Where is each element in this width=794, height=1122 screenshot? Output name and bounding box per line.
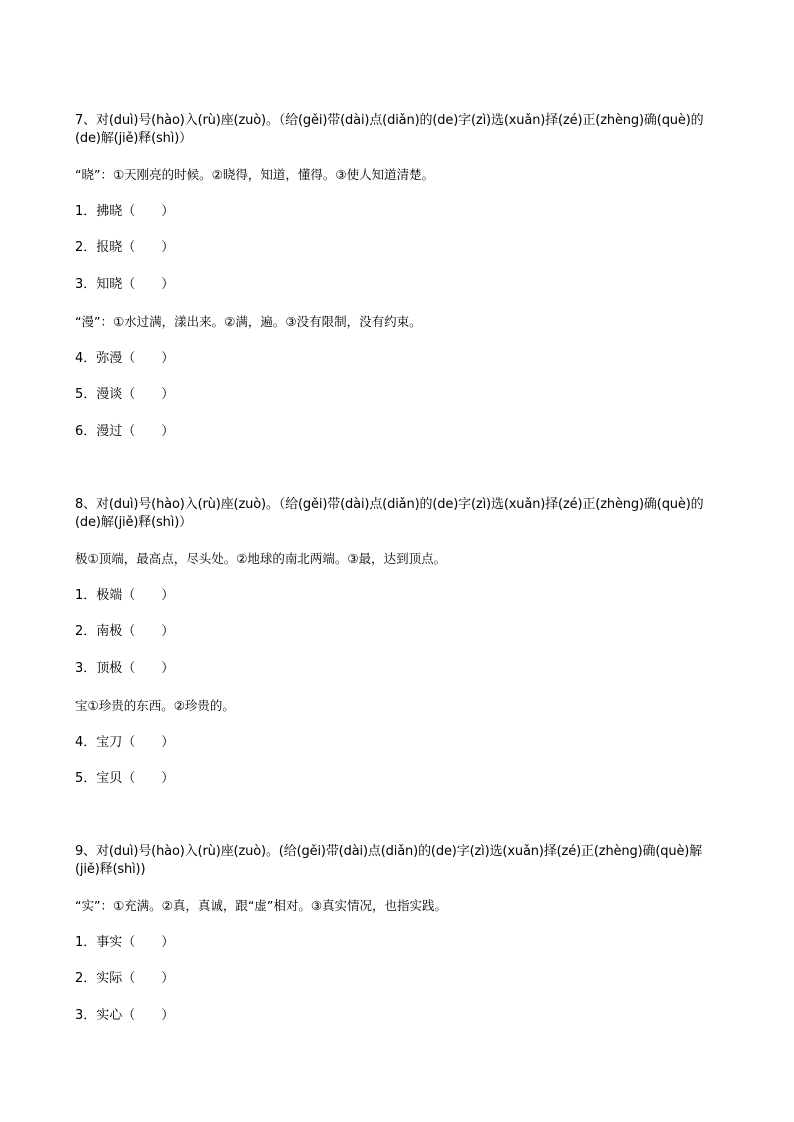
list-item — [75, 587, 174, 605]
item-number: 5． — [75, 387, 97, 402]
definition: 宝①珍贵的东西。②珍贵的。 — [75, 698, 235, 713]
list-item — [75, 623, 174, 641]
question-7 — [75, 112, 723, 442]
item-number: 2． — [75, 240, 97, 255]
item-number: 2． — [75, 971, 97, 986]
definition: “实”：①充满。②真，真诚，跟“虚”相对。③真实情况，也指实践。 — [75, 898, 448, 913]
answer-blank[interactable]: （ ） — [122, 735, 175, 750]
item-number: 6． — [75, 424, 97, 439]
item-word: 顶极 — [96, 661, 123, 676]
question-title: 9、对(duì)号(hào)入(rù)座(zuò)。(给(gěi)带(dài)点(diǎn)的(de)字(zì)选(xuǎn)择(zé)正(zhèng)确(què)解(jiě)释(shì)) — [75, 844, 703, 877]
item-number: 3． — [75, 1008, 97, 1023]
definition: “漫”：①水过满，漾出来。②满，遍。③没有限制，没有约束。 — [75, 314, 422, 329]
answer-blank[interactable]: （ ） — [122, 387, 175, 402]
item-word: 弥漫 — [96, 351, 123, 366]
list-item — [75, 276, 174, 294]
list-item — [75, 350, 174, 368]
item-number: 1． — [75, 588, 97, 603]
item-number: 1． — [75, 935, 97, 950]
answer-blank[interactable]: （ ） — [122, 240, 175, 255]
question-8 — [75, 496, 723, 796]
question-title: 8、对(duì)号(hào)入(rù)座(zuò)。（给(gěi)带(dài)点(diǎn)的(de)字(zì)选(xuǎn)择(zé)正(zhèng)确(què)的(de)解(jiě)释(shì)） — [75, 497, 704, 530]
item-word: 南极 — [96, 624, 123, 639]
item-number: 2． — [75, 624, 97, 639]
list-item — [75, 734, 174, 752]
question-9 — [75, 843, 723, 1033]
answer-blank[interactable]: （ ） — [122, 624, 175, 639]
answer-blank[interactable]: （ ） — [122, 588, 175, 603]
item-number: 4． — [75, 735, 97, 750]
list-item — [75, 423, 174, 441]
answer-blank[interactable]: （ ） — [122, 424, 175, 439]
item-word: 实际 — [96, 971, 123, 986]
list-item — [75, 386, 174, 404]
definition: “晓”：①天刚亮的时候。②晓得，知道，懂得。③使人知道清楚。 — [75, 167, 435, 182]
item-number: 3． — [75, 661, 97, 676]
answer-blank[interactable]: （ ） — [122, 1008, 175, 1023]
item-word: 漫谈 — [96, 387, 123, 402]
item-word: 事实 — [96, 935, 123, 950]
answer-blank[interactable]: （ ） — [122, 351, 175, 366]
list-item — [75, 239, 174, 257]
item-number: 1． — [75, 204, 97, 219]
list-item — [75, 203, 174, 221]
list-item — [75, 1007, 174, 1025]
answer-blank[interactable]: （ ） — [122, 935, 175, 950]
item-number: 4． — [75, 351, 97, 366]
item-word: 拂晓 — [96, 204, 123, 219]
item-word: 宝贝 — [96, 771, 123, 786]
item-word: 报晓 — [96, 240, 123, 255]
answer-blank[interactable]: （ ） — [122, 971, 175, 986]
answer-blank[interactable]: （ ） — [122, 661, 175, 676]
answer-blank[interactable]: （ ） — [122, 771, 175, 786]
question-title: 7、对(duì)号(hào)入(rù)座(zuò)。（给(gěi)带(dài)点(diǎn)的(de)字(zì)选(xuǎn)择(zé)正(zhèng)确(què)的(de)解(jiě)释(shì)） — [75, 113, 704, 146]
definition: 极①顶端，最高点，尽头处。②地球的南北两端。③最，达到顶点。 — [75, 551, 447, 566]
answer-blank[interactable]: （ ） — [122, 277, 175, 292]
item-word: 宝刀 — [96, 735, 123, 750]
item-word: 知晓 — [96, 277, 123, 292]
item-word: 极端 — [96, 588, 123, 603]
answer-blank[interactable]: （ ） — [122, 204, 175, 219]
item-number: 5． — [75, 771, 97, 786]
item-word: 漫过 — [96, 424, 123, 439]
list-item — [75, 770, 174, 788]
list-item — [75, 934, 174, 952]
item-number: 3． — [75, 277, 97, 292]
list-item — [75, 660, 174, 678]
item-word: 实心 — [96, 1008, 123, 1023]
list-item — [75, 970, 174, 988]
